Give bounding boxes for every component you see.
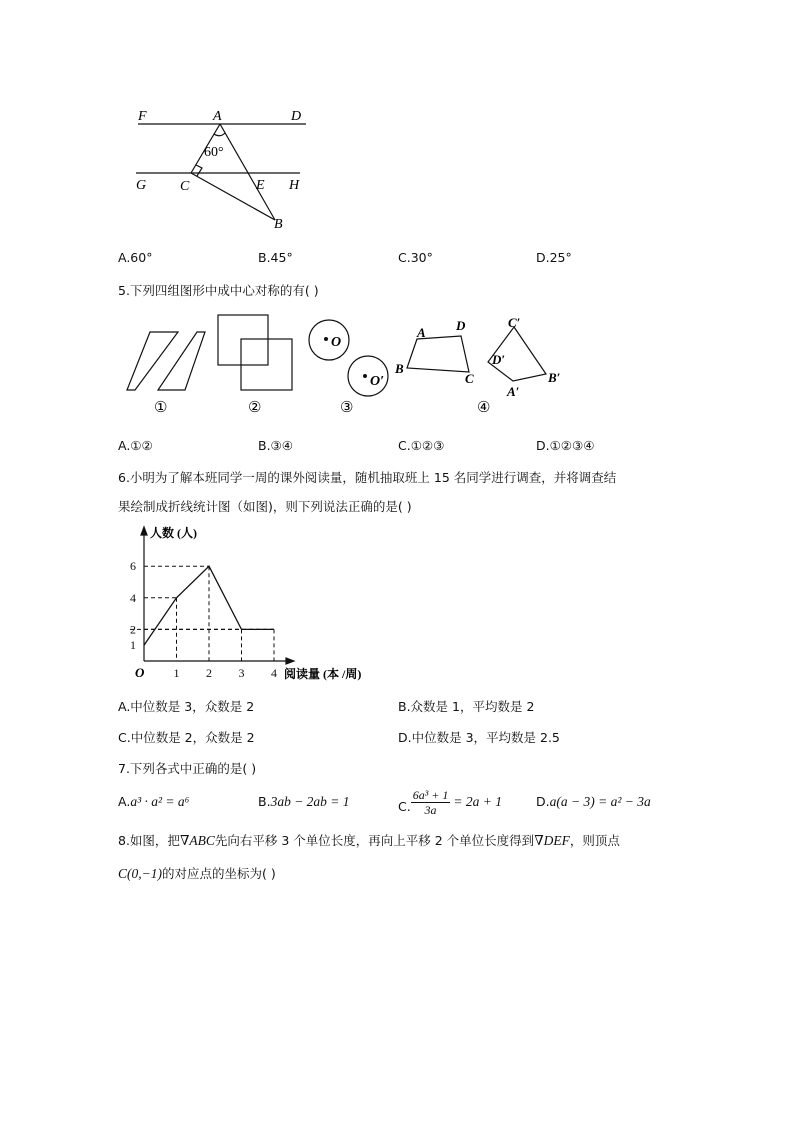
y-axis-label: 人数 (人) <box>150 526 197 540</box>
q6-stem-line2: 果绘制成折线统计图（如图)，则下列说法正确的是( ) <box>118 499 412 514</box>
q7-option-c-rest: = 2a + 1 <box>453 794 503 809</box>
group-label-3: ③ <box>340 400 354 416</box>
q7-option-b-expr: 3ab − 2ab = 1 <box>270 794 350 809</box>
q4-option-c[interactable]: C.30° <box>398 250 433 265</box>
label-b: B <box>395 361 404 376</box>
q6-line-chart <box>120 523 380 688</box>
angle-label: 60° <box>204 145 224 160</box>
q8-text-a: 8.如图，把 <box>118 833 180 848</box>
q8-point-c: C(0,−1) <box>118 866 162 881</box>
label-a-prime: A′ <box>507 384 520 399</box>
quad-abcd <box>407 336 469 372</box>
label-a: A <box>417 325 426 340</box>
label-d: D <box>291 109 302 124</box>
q7-option-b-prefix: B. <box>258 794 271 809</box>
label-c: C <box>180 179 190 194</box>
point-o <box>324 337 328 341</box>
q7-option-b[interactable] <box>258 794 350 810</box>
q8-stem-line2 <box>118 866 276 882</box>
x-tick-3: 3 <box>238 666 245 680</box>
label-c: C <box>465 371 474 386</box>
series-line <box>144 566 274 645</box>
q7-option-c-numerator: 6a³ + 1 <box>412 787 449 802</box>
q5-option-d[interactable]: D.①②③④ <box>536 438 595 453</box>
x-tick-1: 1 <box>173 666 180 680</box>
q4-option-d[interactable]: D.25° <box>536 250 572 265</box>
x-tick-4: 4 <box>271 666 277 680</box>
segment-ab <box>220 124 275 220</box>
q6-option-b[interactable]: B.众数是 1，平均数是 2 <box>398 699 535 714</box>
q8-triangle-abc: ∇ABC <box>179 833 215 848</box>
q8-text-b: 先向右平移 3 个单位长度，再向上平移 2 个单位长度得到 <box>214 833 535 848</box>
q8-text-c: ，则顶点 <box>569 833 620 848</box>
label-o-prime: O′ <box>370 374 385 389</box>
y-tick-2: 2 <box>130 622 136 637</box>
label-f: F <box>138 109 147 124</box>
label-d-prime: D′ <box>492 352 506 367</box>
label-a: A <box>213 109 222 124</box>
label-g: G <box>136 178 147 193</box>
point-o-prime <box>363 374 367 378</box>
y-tick-6: 6 <box>130 559 136 574</box>
y-tick-4: 4 <box>130 590 136 605</box>
q6-stem-line1: 6.小明为了解本班同学一周的课外阅读量，随机抽取班上 15 名同学进行调查，并将调查结 <box>118 470 617 485</box>
q4-figure <box>128 100 318 235</box>
y-axis-arrow <box>141 527 147 535</box>
angle-arc <box>214 133 225 136</box>
parallelogram-2 <box>158 332 205 390</box>
q7-option-a-prefix: A. <box>118 794 131 809</box>
q8-stem-line1 <box>118 833 620 849</box>
origin-label: O <box>135 665 145 680</box>
q7-stem: 7.下列各式中正确的是( ) <box>118 761 257 776</box>
q5-option-b[interactable]: B.③④ <box>258 438 293 453</box>
label-h: H <box>289 178 300 193</box>
square-1 <box>218 315 268 365</box>
q7-option-d[interactable] <box>536 794 651 810</box>
q5-option-a[interactable]: A.①② <box>118 438 153 453</box>
q6-option-a[interactable]: A.中位数是 3，众数是 2 <box>118 699 255 714</box>
label-b-prime: B′ <box>548 370 561 385</box>
right-angle-mark <box>196 165 202 176</box>
q7-option-c[interactable] <box>398 784 502 820</box>
q8-triangle-def: ∇DEF <box>534 833 570 848</box>
q4-option-a[interactable]: A.60° <box>118 250 153 265</box>
q7-option-a-expr: a³ · a² = a⁶ <box>130 794 190 809</box>
q8-text-rest: 的对应点的坐标为( ) <box>161 866 276 881</box>
group-label-1: ① <box>154 400 168 416</box>
group-label-2: ② <box>248 400 262 416</box>
q5-stem: 5.下列四组图形中成中心对称的有( ) <box>118 283 319 298</box>
q7-option-d-prefix: D. <box>536 794 550 809</box>
q4-option-b[interactable]: B.45° <box>258 250 293 265</box>
circle-o <box>309 320 349 360</box>
q5-option-c[interactable]: C.①②③ <box>398 438 445 453</box>
q7-option-c-fraction <box>411 788 451 817</box>
label-e: E <box>256 178 265 193</box>
q7-option-a[interactable] <box>118 794 189 810</box>
y-tick-1: 1 <box>130 638 136 653</box>
q7-option-c-prefix: C. <box>398 799 411 814</box>
label-d: D <box>456 318 466 333</box>
q5-figure <box>115 308 585 420</box>
group-label-4: ④ <box>477 400 491 416</box>
q7-option-d-expr: a(a − 3) = a² − 3a <box>549 794 651 809</box>
label-b: B <box>274 217 283 232</box>
label-c-prime: C′ <box>508 315 521 330</box>
label-o: O <box>331 335 342 350</box>
x-axis-arrow <box>286 658 294 664</box>
x-tick-2: 2 <box>206 666 212 680</box>
q6-option-d[interactable]: D.中位数是 3，平均数是 2.5 <box>398 730 560 745</box>
parallelogram-1 <box>127 332 178 390</box>
q7-option-c-denominator: 3a <box>424 802 437 817</box>
x-axis-label: 阅读量 (本 /周) <box>284 667 362 681</box>
q6-option-c[interactable]: C.中位数是 2，众数是 2 <box>118 730 255 745</box>
